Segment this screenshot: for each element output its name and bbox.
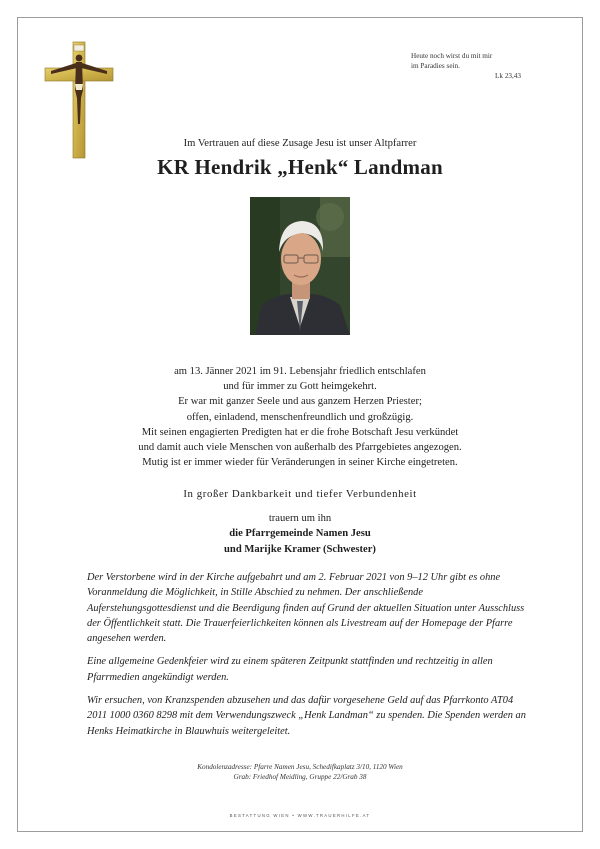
bible-verse <box>411 52 521 81</box>
mourners-intro: trauern um ihn <box>268 513 332 524</box>
obituary-line: Mit seinen engagierten Predigten hat er die frohe Botschaft Jesu verkündet <box>141 426 459 438</box>
funeral-notes <box>87 570 527 747</box>
note-paragraph: Eine allgemeine Gedenkfeier wird zu einem späteren Zeitpunkt stattfinden und rechtzeitig in allen Pfarrmedien angekündigt werden. <box>87 656 493 683</box>
address-block <box>0 763 600 782</box>
obituary-text <box>0 364 600 470</box>
footer-brand: BESTATTUNG WIEN • WWW.TRAUERHILFE.AT <box>229 813 371 818</box>
obituary-line: offen, einladend, menschenfreundlich und großzügig. <box>186 411 414 423</box>
mourner-name: die Pfarrgemeinde Namen Jesu <box>229 528 371 540</box>
obituary-line: Er war mit ganzer Seele und aus ganzem Herzen Priester; <box>178 396 422 408</box>
portrait-photo <box>250 197 350 335</box>
mourner-name: und Marijke Kramer (Schwester) <box>224 543 376 555</box>
mourners-block <box>0 511 600 557</box>
obituary-line: und für immer zu Gott heimgekehrt. <box>223 381 377 393</box>
verse-line: im Paradies sein. <box>411 61 460 70</box>
condolence-address: Kondolenzadresse: Pfarre Namen Jesu, Schedifkaplatz 3/10, 1120 Wien <box>197 763 403 771</box>
note-paragraph: Wir ersuchen, von Kranzspenden abzusehen und das dafür vorgesehene Geld auf das Pfarrkonto AT04 2011 1000 0360 8298 mit dem Verwendungszweck „Henk Landman“ zu spenden. Die Spenden werden an Henks Heimatkirche in Blauwhuis weitergeleitet. <box>87 695 526 737</box>
verse-reference: Lk 23,43 <box>495 71 521 80</box>
intro-text: Im Vertrauen auf diese Zusage Jesu ist unser Altpfarrer <box>183 138 417 149</box>
gratitude-line: In großer Dankbarkeit und tiefer Verbundenheit <box>183 488 417 500</box>
obituary-line: und damit auch viele Menschen von außerhalb des Pfarrgebietes angezogen. <box>138 442 462 454</box>
grave-location: Grab: Friedhof Meidling, Gruppe 22/Grab 38 <box>233 772 367 781</box>
deceased-name: KR Hendrik „Henk“ Landman <box>157 155 443 179</box>
note-paragraph: Der Verstorbene wird in der Kirche aufgebahrt und am 2. Februar 2021 von 9–12 Uhr gibt es ohne Voranmeldung die Möglichkeit, in Stille Abschied zu nehmen. Der anschließende Auferstehungsgottesdienst und die Beerdigung finden auf Grund der aktuellen Situation unter Ausschluss der Öffentlichkeit statt. Die Trauerfeierlichkeiten können als Livestream auf der Homepage der Pfarre angesehen werden. <box>87 572 525 645</box>
verse-line: Heute noch wirst du mit mir <box>411 52 493 60</box>
obituary-line: Mutig ist er immer wieder für Veränderungen in seiner Kirche eingetreten. <box>142 457 458 469</box>
obituary-line: am 13. Jänner 2021 im 91. Lebensjahr friedlich entschlafen <box>174 366 426 377</box>
